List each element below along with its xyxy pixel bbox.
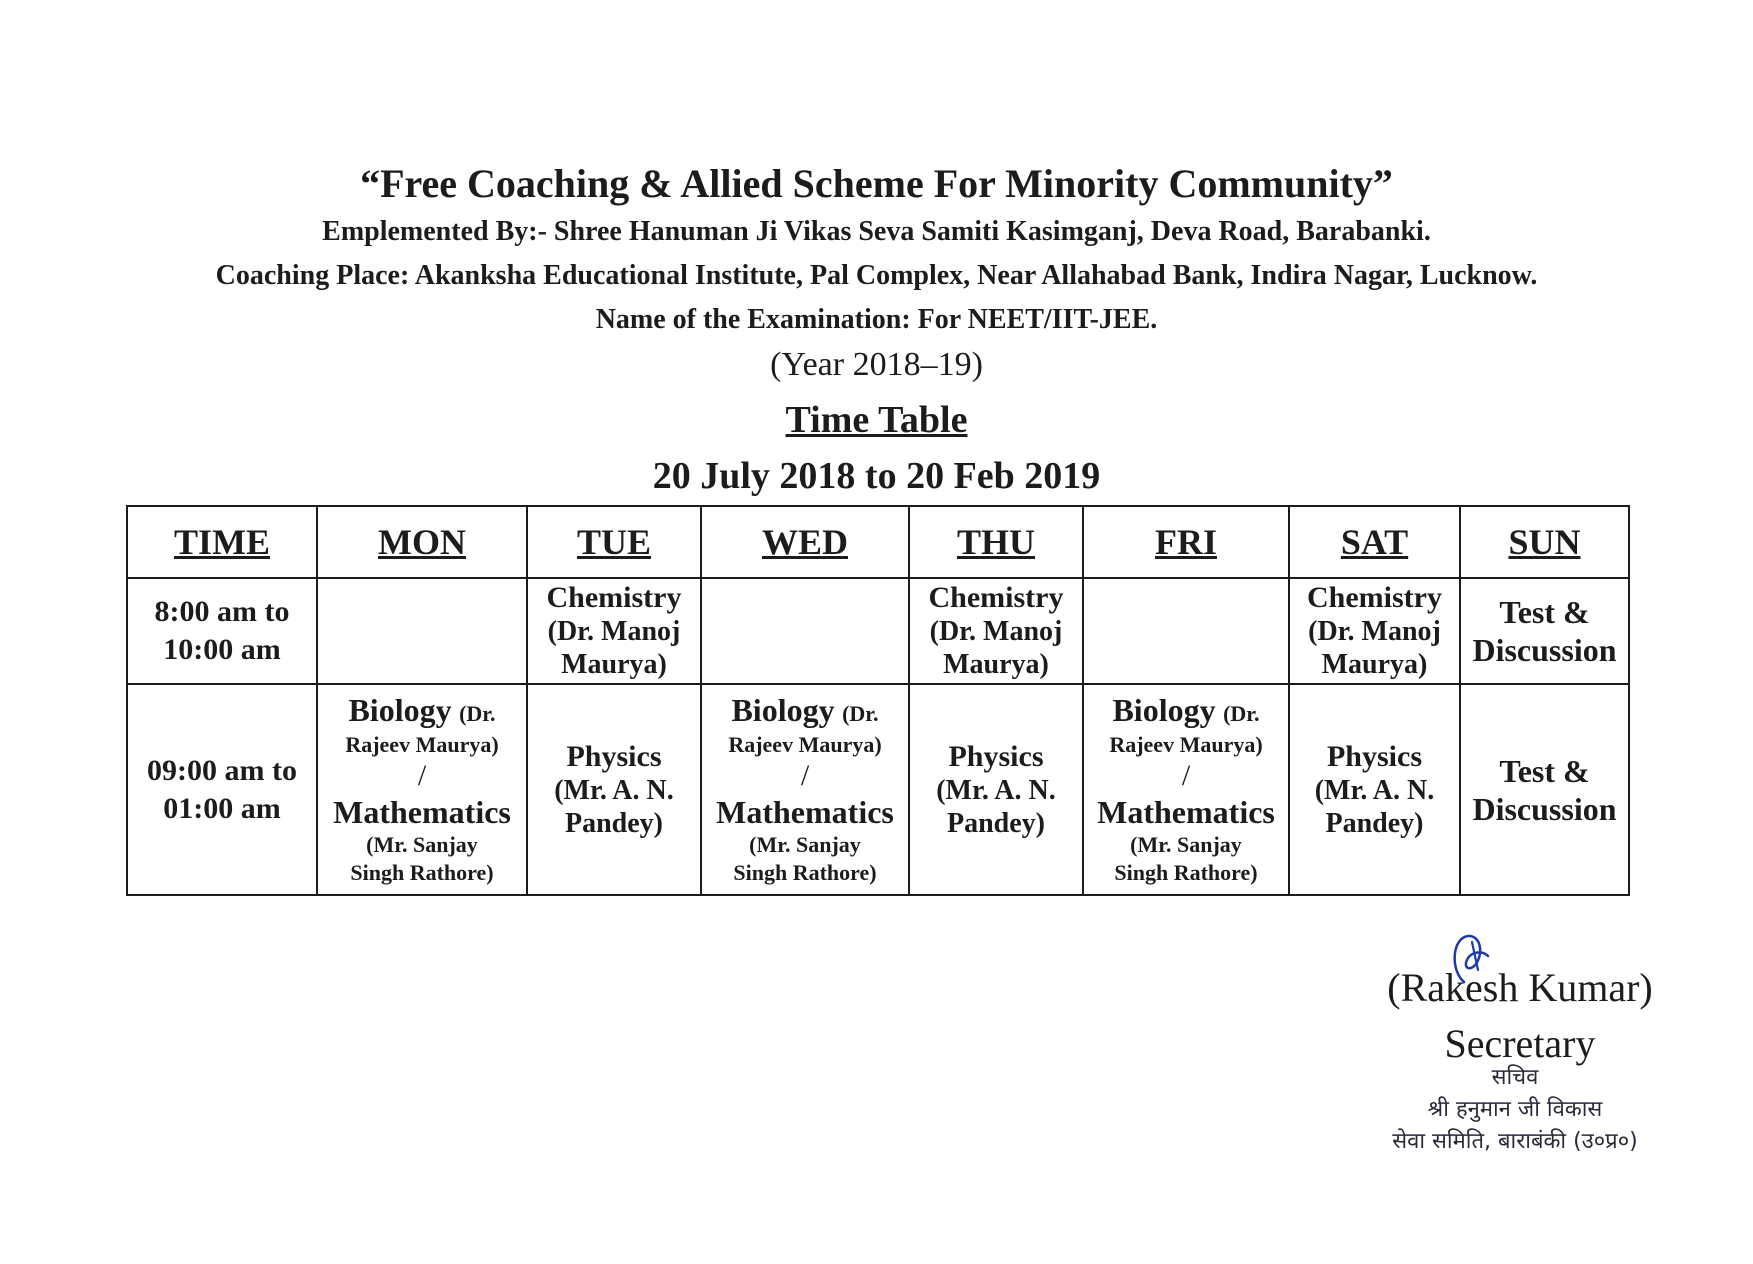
teacher-physics: (Mr. A. N. Pandey) bbox=[936, 774, 1056, 839]
cell-fri-slot1 bbox=[1083, 578, 1289, 684]
subject-mathematics: Mathematics bbox=[333, 793, 511, 830]
cell-sun-slot2: Test & Discussion bbox=[1460, 684, 1629, 895]
cell-thu-slot1 bbox=[909, 578, 1083, 684]
teacher-math-b: Singh Rathore) bbox=[350, 859, 494, 885]
column-header-wed: WED bbox=[701, 506, 909, 578]
column-header-sun: SUN bbox=[1460, 506, 1629, 578]
scheme-title: “Free Coaching & Allied Scheme For Minority Community” bbox=[360, 161, 1393, 206]
subject-physics: Physics bbox=[566, 739, 662, 773]
subject-biology: Biology bbox=[1112, 691, 1216, 728]
signatory-name: (Rakesh Kumar) bbox=[1387, 965, 1653, 1010]
subject-physics: Physics bbox=[1326, 739, 1422, 773]
stamp-line-1: सचिव bbox=[1491, 1065, 1539, 1090]
teacher-physics: (Mr. A. N. Pandey) bbox=[554, 774, 674, 839]
subject-mathematics: Mathematics bbox=[1097, 793, 1275, 830]
stamp-line-3: सेवा समिति, बाराबंकी (उ०प्र०) bbox=[1392, 1129, 1638, 1154]
time-slot-2: 09:00 am to 01:00 am bbox=[127, 684, 317, 895]
column-header-fri: FRI bbox=[1083, 506, 1289, 578]
teacher-biology-title: (Dr. bbox=[842, 700, 879, 726]
teacher-biology-title: (Dr. bbox=[459, 700, 496, 726]
table-row bbox=[127, 684, 1629, 895]
time-slot-1: 8:00 am to 10:00 am bbox=[127, 578, 317, 684]
subject-mathematics: Mathematics bbox=[716, 793, 894, 830]
signatory-designation: Secretary bbox=[1444, 1021, 1596, 1066]
cell-mon-slot2 bbox=[317, 684, 527, 895]
teacher-biology-name: Rajeev Maurya) bbox=[728, 731, 882, 757]
timetable-heading: Time Table bbox=[785, 399, 968, 441]
cell-fri-slot2 bbox=[1083, 684, 1289, 895]
cell-sat-slot1 bbox=[1289, 578, 1460, 684]
table-row bbox=[127, 578, 1629, 684]
cell-wed-slot2 bbox=[701, 684, 909, 895]
subject-separator: / bbox=[1181, 758, 1191, 792]
teacher-chemistry: (Dr. Manoj Maurya) bbox=[547, 616, 681, 680]
official-stamp bbox=[1350, 1062, 1680, 1158]
teacher-biology-name: Rajeev Maurya) bbox=[1109, 731, 1263, 757]
stamp-line-2: श्री हनुमान जी विकास bbox=[1427, 1097, 1603, 1122]
column-header-time: TIME bbox=[127, 506, 317, 578]
cell-tue-slot1 bbox=[527, 578, 701, 684]
subject-biology: Biology bbox=[348, 691, 452, 728]
examination-name: Name of the Examination: For NEET/IIT-JEE. bbox=[595, 304, 1158, 335]
teacher-math-a: (Mr. Sanjay bbox=[366, 831, 478, 857]
implemented-by: Emplemented By:- Shree Hanuman Ji Vikas Seva Samiti Kasimganj, Deva Road, Barabanki. bbox=[322, 216, 1431, 247]
academic-year: (Year 2018–19) bbox=[770, 346, 983, 383]
subject-separator: / bbox=[417, 758, 427, 792]
signature-block bbox=[1330, 930, 1710, 1160]
subject-separator: / bbox=[800, 758, 810, 792]
subject-physics: Physics bbox=[948, 739, 1044, 773]
coaching-place: Coaching Place: Akanksha Educational Institute, Pal Complex, Near Allahabad Bank, Indira Nagar, Lucknow. bbox=[215, 260, 1538, 291]
column-header-tue: TUE bbox=[527, 506, 701, 578]
cell-sun-slot1: Test & Discussion bbox=[1460, 578, 1629, 684]
subject-chemistry: Chemistry bbox=[928, 581, 1064, 614]
date-range: 20 July 2018 to 20 Feb 2019 bbox=[652, 455, 1101, 497]
teacher-biology-title: (Dr. bbox=[1223, 700, 1260, 726]
teacher-chemistry: (Dr. Manoj Maurya) bbox=[1308, 616, 1441, 680]
cell-mon-slot1 bbox=[317, 578, 527, 684]
teacher-math-b: Singh Rathore) bbox=[733, 859, 877, 885]
subject-chemistry: Chemistry bbox=[1307, 581, 1442, 614]
subject-chemistry: Chemistry bbox=[546, 581, 682, 614]
column-header-mon: MON bbox=[317, 506, 527, 578]
subject-biology: Biology bbox=[731, 691, 835, 728]
column-header-thu: THU bbox=[909, 506, 1083, 578]
teacher-math-a: (Mr. Sanjay bbox=[1130, 831, 1242, 857]
teacher-biology-name: Rajeev Maurya) bbox=[345, 731, 499, 757]
cell-sat-slot2 bbox=[1289, 684, 1460, 895]
biology-line bbox=[1088, 693, 1284, 731]
teacher-chemistry: (Dr. Manoj Maurya) bbox=[929, 616, 1063, 680]
teacher-math-b: Singh Rathore) bbox=[1114, 859, 1258, 885]
timetable bbox=[126, 505, 1630, 896]
cell-wed-slot1 bbox=[701, 578, 909, 684]
biology-line bbox=[706, 693, 904, 731]
biology-line bbox=[322, 693, 522, 731]
table-header-row bbox=[127, 506, 1629, 578]
cell-tue-slot2 bbox=[527, 684, 701, 895]
column-header-sat: SAT bbox=[1289, 506, 1460, 578]
teacher-physics: (Mr. A. N. Pandey) bbox=[1314, 774, 1435, 839]
cell-thu-slot2 bbox=[909, 684, 1083, 895]
teacher-math-a: (Mr. Sanjay bbox=[749, 831, 861, 857]
